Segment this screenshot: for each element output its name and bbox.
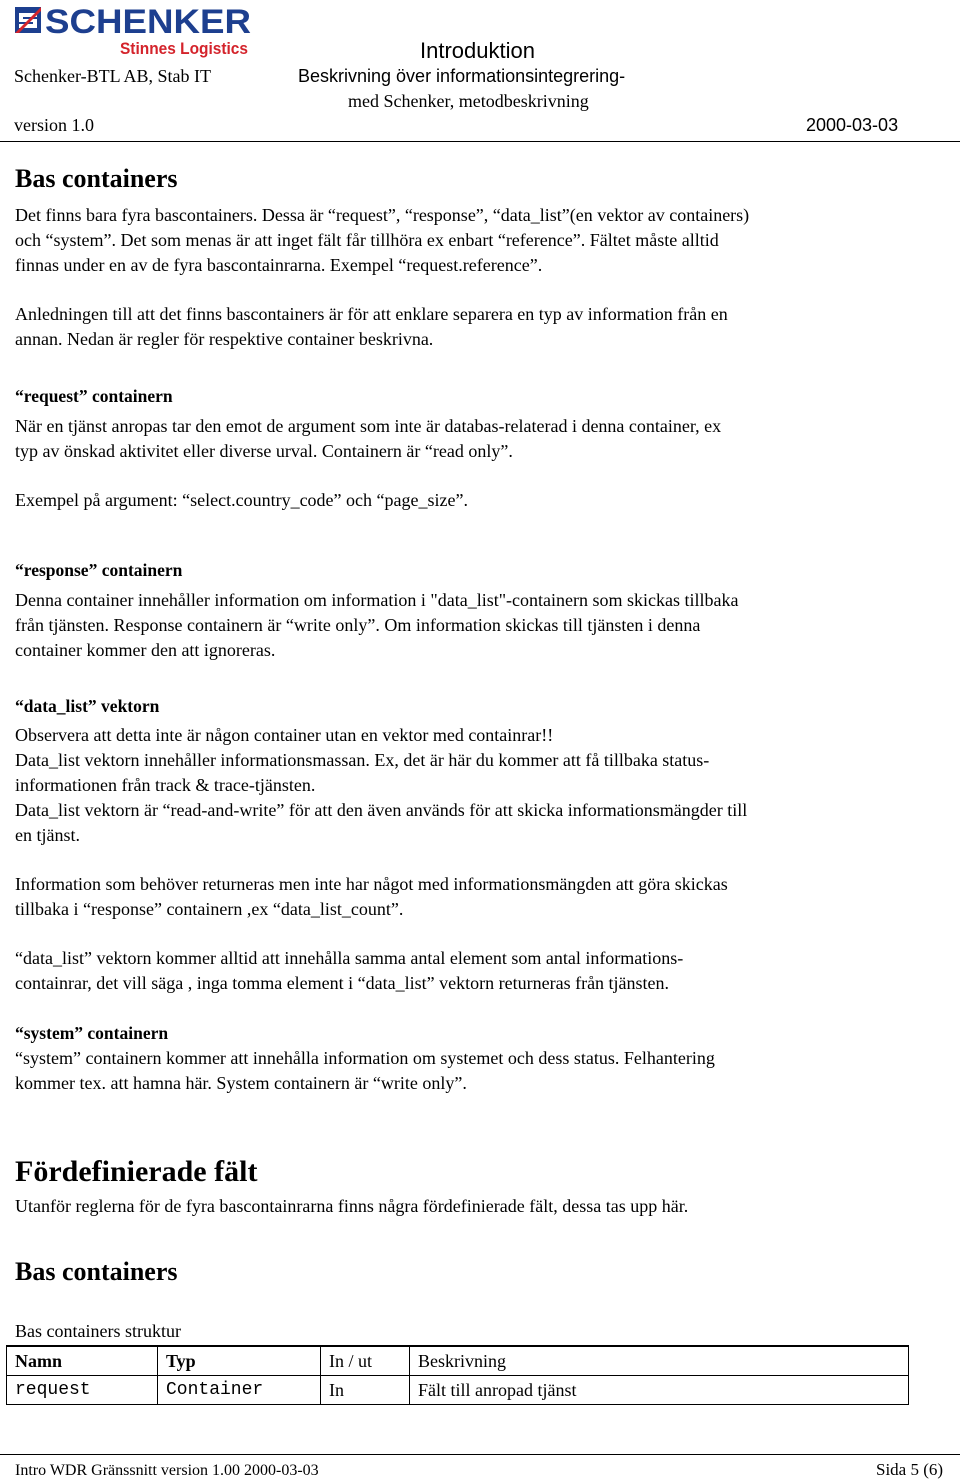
text-line: kommer tex. att hamna här. System containern är “write only”. [15,1073,467,1093]
paragraph-system [15,1046,950,1096]
header-date: 2000-03-03 [806,115,899,135]
paragraph-request-example [15,488,950,513]
subheading-request: “request” containern [15,386,173,406]
bas-containers-table [6,1345,909,1405]
column-header-in-ut: In / ut [321,1346,410,1376]
paragraph-response [15,588,950,663]
text-line: Utanför reglerna för de fyra bascontainrarna finns några fördefinierade fält, dessa tas upp här. [15,1196,689,1216]
text-line: typ av önskad aktivitet eller diverse urval. Containern är “read only”. [15,441,513,461]
logo-subtitle: Stinnes Logistics [120,39,248,58]
paragraph-request [15,414,950,464]
column-header-beskrivning: Beskrivning [410,1346,909,1376]
text-line: Denna container innehåller information om information i "data_list"-containern som skickas tillbaka [15,590,739,610]
header-divider [0,141,960,142]
heading-fordefinierade-falt: Fördefinierade fält [15,1155,258,1188]
text-line: Anledningen till att det finns bascontainers är för att enklare separera en typ av information från en [15,304,728,324]
table-row [7,1376,909,1405]
text-line: informationen från track & trace-tjänsten. [15,775,316,795]
text-line: och “system”. Det som menas är att inget fält får tillhöra ex enbart “reference”. Fältet måste alltid [15,230,719,250]
cell-typ: Container [158,1376,321,1405]
text-line: container kommer den att ignoreras. [15,640,276,660]
text-line: Det finns bara fyra bascontainers. Dessa är “request”, “response”, “data_list”(en vektor av containers) [15,205,750,225]
subheading-response: “response” containern [15,560,183,580]
heading-bas-containers: Bas containers [15,164,178,193]
cell-beskrivning: Fält till anropad tjänst [410,1376,909,1405]
footer-page-number: Sida 5 (6) [876,1460,944,1479]
paragraph-data-list-elements [15,946,950,996]
paragraph-information [15,872,950,922]
header-subtitle-line1: Beskrivning över informationsintegrering- [298,66,626,86]
table-header-row [7,1346,909,1376]
table-caption: Bas containers struktur [15,1321,181,1341]
text-line: från tjänsten. Response containern är “write only”. Om information skickas till tjänsten i denna [15,615,701,635]
company-name: Schenker-BTL AB, Stab IT [14,66,211,86]
text-line: “system” containern kommer att innehålla information om systemet och dess status. Felhantering [15,1048,715,1068]
text-line: Data_list vektorn innehåller informationsmassan. Ex, det är här du kommer att få tillbaka status- [15,750,710,770]
subheading-system: “system” containern [15,1023,169,1043]
text-line: När en tjänst anropas tar den emot de argument som inte är databas-relaterad i denna container, ex [15,416,722,436]
text-line: finnas under en av de fyra bascontainrarna. Exempel “request.reference”. [15,255,543,275]
cell-in-ut: In [321,1376,410,1405]
paragraph-data-list [15,723,950,848]
schenker-logo [14,2,254,60]
column-header-typ: Typ [158,1346,321,1376]
text-line: tillbaka i “response” containern ,ex “data_list_count”. [15,899,404,919]
text-line: Data_list vektorn är “read-and-write” för att den även används för att skicka informationsmängder till [15,800,748,820]
column-header-namn: Namn [7,1346,158,1376]
text-line: Exempel på argument: “select.country_code” och “page_size”. [15,490,468,510]
cell-namn: request [7,1376,158,1405]
text-line: Information som behöver returneras men inte har något med informationsmängden att göra skickas [15,874,728,894]
text-line: en tjänst. [15,825,80,845]
header-title: Introduktion [420,38,535,63]
logo-mark-icon [15,7,41,33]
logo-wordmark: SCHENKER [45,3,252,41]
text-line: Observera att detta inte är någon container utan en vektor med containrar!! [15,725,554,745]
text-line: containrar, det vill säga , inga tomma element i “data_list” vektorn returneras från tjänsten. [15,973,670,993]
header-subtitle-line2: med Schenker, metodbeskrivning [348,91,589,111]
footer-document-info: Intro WDR Gränssnitt version 1.00 2000-03-03 [15,1462,319,1479]
paragraph-intro [15,203,950,278]
heading-bas-containers-2: Bas containers [15,1257,178,1286]
footer-divider [0,1454,960,1455]
text-line: annan. Nedan är regler för respektive container beskrivna. [15,329,434,349]
text-line: “data_list” vektorn kommer alltid att innehålla samma antal element som antal informations- [15,948,684,968]
version-label: version 1.0 [14,115,94,135]
paragraph-fordefinierade [15,1194,950,1219]
subheading-data-list: “data_list” vektorn [15,696,160,716]
paragraph-reason [15,302,950,352]
